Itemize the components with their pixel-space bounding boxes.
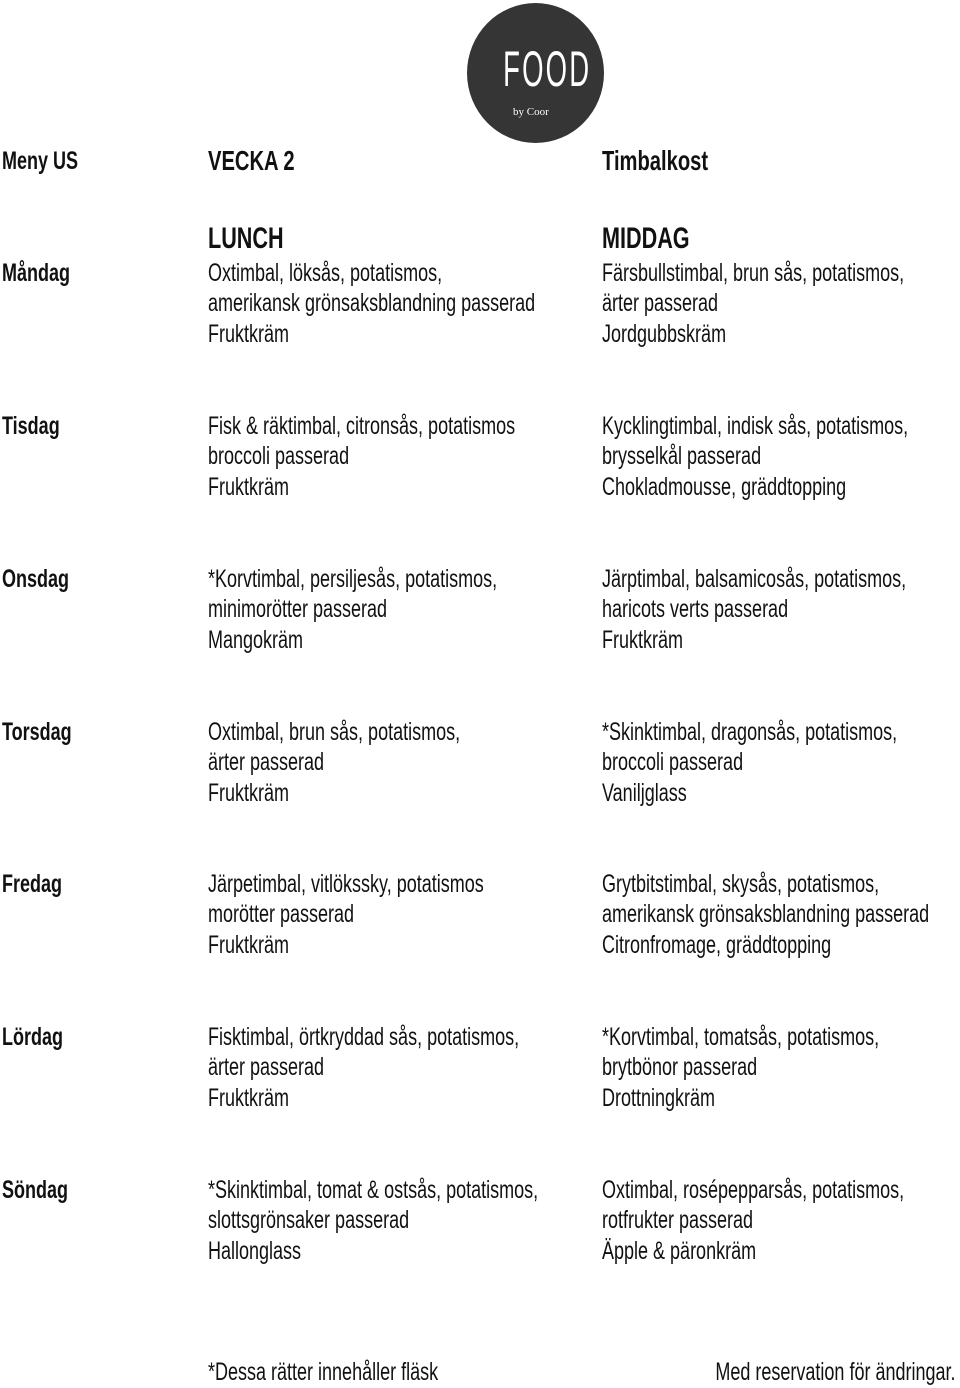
meal-line: Oxtimbal, rosépepparsås, potatismos,	[602, 1176, 905, 1204]
meal-line: Järpetimbal, vitlökssky, potatismos	[208, 870, 484, 898]
meal-line: Fruktkräm	[208, 319, 289, 348]
meal-line: Fisktimbal, örtkryddad sås, potatismos,	[208, 1023, 520, 1051]
meal-line: morötter passerad	[208, 900, 355, 929]
pork-footnote: *Dessa rätter innehåller fläsk	[208, 1358, 439, 1386]
meal-line: brytbönor passerad	[602, 1053, 758, 1082]
meal-line: slottsgrönsaker passerad	[208, 1206, 410, 1235]
lunch-monday	[208, 258, 662, 349]
day-label-sunday: Söndag	[2, 1176, 69, 1204]
diet-title: Timbalkost	[602, 145, 709, 176]
dinner-saturday	[602, 1022, 960, 1113]
meal-line: Citronfromage, gräddtopping	[602, 930, 832, 959]
meal-line: broccoli passerad	[602, 748, 744, 777]
meal-line: Vaniljglass	[602, 778, 687, 807]
dinner-wednesday	[602, 564, 960, 655]
meal-line: broccoli passerad	[208, 442, 350, 471]
meal-line: ärter passerad	[208, 1053, 325, 1082]
meal-line: Oxtimbal, löksås, potatismos,	[208, 259, 443, 287]
logo-subtitle: by Coor	[513, 106, 549, 118]
logo-wordmark: FOOD	[503, 41, 592, 97]
meal-line: ärter passerad	[208, 748, 325, 777]
meal-line: Fruktkräm	[602, 625, 683, 654]
meal-line: Hallonglass	[208, 1236, 302, 1265]
day-label-monday: Måndag	[2, 259, 71, 287]
meal-line: brysselkål passerad	[602, 442, 762, 471]
meal-line: amerikansk grönsaksblandning passerad	[602, 900, 930, 929]
reservation-note: Med reservation för ändringar.	[715, 1358, 956, 1386]
meal-line: Järptimbal, balsamicosås, potatismos,	[602, 565, 907, 593]
meal-line: ärter passerad	[602, 289, 719, 318]
day-label-wednesday: Onsdag	[2, 565, 70, 593]
dinner-thursday	[602, 717, 960, 808]
day-label-tuesday: Tisdag	[2, 412, 60, 440]
meal-line: Fruktkräm	[208, 472, 289, 501]
meal-line: Grytbitstimbal, skysås, potatismos,	[602, 870, 880, 898]
meal-line: Fruktkräm	[208, 930, 289, 959]
lunch-thursday	[208, 717, 558, 808]
meal-line: minimorötter passerad	[208, 595, 388, 624]
dinner-friday	[602, 869, 960, 960]
meal-line: *Skinktimbal, dragonsås, potatismos,	[602, 718, 898, 746]
lunch-wednesday	[208, 564, 610, 655]
meal-line: haricots verts passerad	[602, 595, 789, 624]
meal-line: rotfrukter passerad	[602, 1206, 754, 1235]
dinner-heading: MIDDAG	[602, 222, 690, 255]
meal-line: Mangokräm	[208, 625, 304, 654]
food-by-coor-logo	[467, 3, 604, 143]
day-label-friday: Fredag	[2, 870, 63, 898]
meal-line: Jordgubbskräm	[602, 319, 727, 348]
meal-line: *Korvtimbal, tomatsås, potatismos,	[602, 1023, 880, 1051]
dinner-sunday	[602, 1175, 960, 1266]
dinner-monday	[602, 258, 960, 349]
dinner-tuesday	[602, 411, 960, 502]
meal-line: *Skinktimbal, tomat & ostsås, potatismos,	[208, 1176, 539, 1204]
meal-line: Äpple & päronkräm	[602, 1236, 757, 1265]
lunch-tuesday	[208, 411, 635, 502]
day-label-saturday: Lördag	[2, 1023, 63, 1051]
meal-line: Chokladmousse, gräddtopping	[602, 472, 847, 501]
lunch-sunday	[208, 1175, 667, 1266]
menu-title: Meny US	[2, 147, 79, 175]
meal-line: Kycklingtimbal, indisk sås, potatismos,	[602, 412, 909, 440]
week-title: VECKA 2	[208, 145, 295, 176]
lunch-friday	[208, 869, 591, 960]
meal-line: Fruktkräm	[208, 1083, 289, 1112]
lunch-saturday	[208, 1022, 640, 1113]
meal-line: Oxtimbal, brun sås, potatismos,	[208, 718, 461, 746]
meal-line: Färsbullstimbal, brun sås, potatismos,	[602, 259, 905, 287]
meal-line: amerikansk grönsaksblandning passerad	[208, 289, 536, 318]
day-label-thursday: Torsdag	[2, 718, 72, 746]
meal-line: Fisk & räktimbal, citronsås, potatismos	[208, 412, 516, 440]
lunch-heading: LUNCH	[208, 222, 284, 255]
meal-line: Fruktkräm	[208, 778, 289, 807]
meal-line: Drottningkräm	[602, 1083, 716, 1112]
meal-line: *Korvtimbal, persiljesås, potatismos,	[208, 565, 498, 593]
